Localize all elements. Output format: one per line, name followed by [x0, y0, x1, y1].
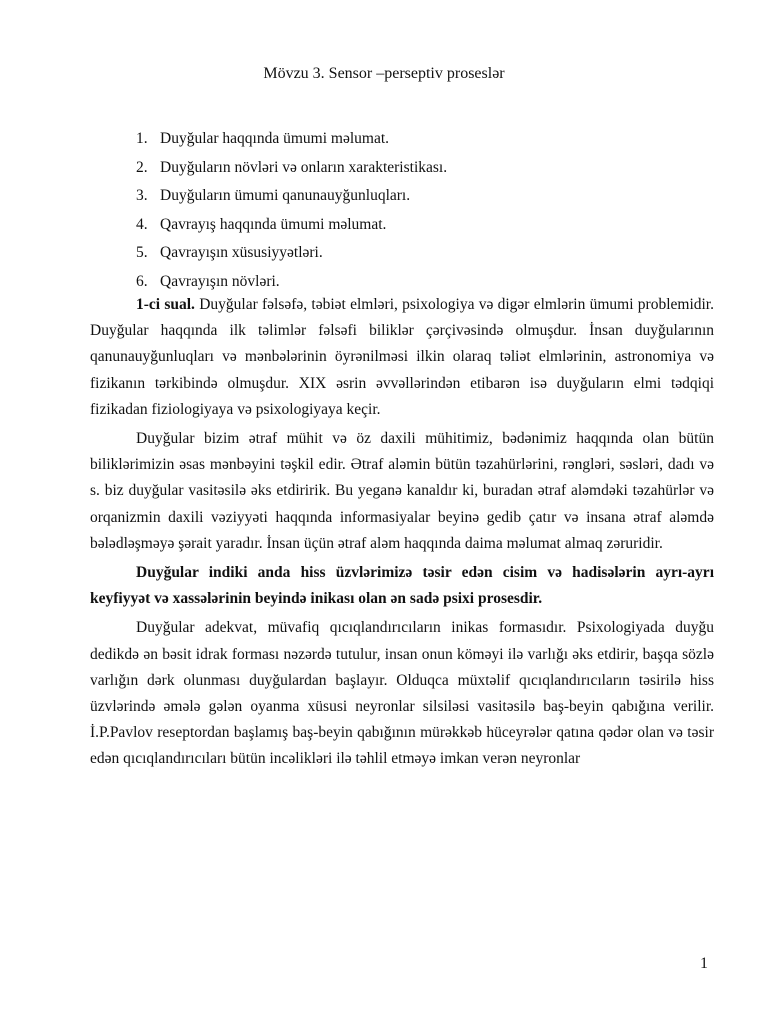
list-item-number: 4.	[136, 215, 148, 233]
list-item-text: Duyğuların növləri və onların xarakteristikası.	[160, 158, 448, 176]
list-item-text: Qavrayışın xüsusiyyətləri.	[160, 244, 323, 262]
paragraph: Duyğular adekvat, müvafiq qıcıqlandırıcıların inikas formasıdır. Psixologiyada duyğu dedikdə ən bəsit idrak forması nəzərdə tutulur, insan onun köməyi ilə varlığı əks etdirir, başqa sözlə varlığın dərk olunması duyğulardan başlayır. Olduqca müxtəlif qıcıqlandırıcıların təsirilə hiss üzvlərində əmələ gələn oyanma xüsusi neyronlar silsiləsi vasitəsilə baş-beyin qabığına verilir. İ.P.Pavlov reseptordan başlamış baş-beyin qabığının mürəkkəb hüceyrələr qatına qədər olan və təsir edən qıcıqlandırıcıları bütün incəlikləri ilə təhlil etməyə imkan verən neyronlar	[90, 619, 714, 768]
page-number: 1	[700, 955, 708, 972]
list-item-number: 1.	[136, 130, 148, 147]
question-label: 1-ci sual.	[136, 296, 195, 313]
topic-list	[136, 125, 447, 297]
body-text	[90, 292, 714, 773]
list-item-number: 2.	[136, 158, 148, 176]
list-item-text: Qavrayışın növləri.	[160, 272, 280, 290]
list-item	[136, 125, 447, 154]
list-item-number: 6.	[136, 272, 148, 290]
list-item-text: Qavrayış haqqında ümumi məlumat.	[160, 215, 387, 233]
list-item-number: 3.	[136, 187, 148, 205]
paragraph-text: Duyğular fəlsəfə, təbiət elmləri, psixologiya və digər elmlərin ümumi problemidir. Duyğular haqqında ilk təlimlər fəlsəfi biliklər çərçivəsində olmuşdur. İnsan duyğularının qanunauyğunluqları və mənbələrinin öyrənilməsi ilkin olaraq təliət elmlərinin, astronomiya və fizikanın tərkibində olmuşdur. XIX əsrin əvvəllərindən etibarən isə duyğuların elmi tədqiqi fizikadan fiziologiyaya və psixologiyaya keçir.	[90, 296, 714, 418]
definition-text: Duyğular indiki anda hiss üzvlərimizə təsir edən cisim və hadisələrin ayrı-ayrı keyfiyyət və xassələrinin beyində inikası olan ən sadə psixi prosesdir.	[90, 564, 714, 608]
definition-paragraph	[90, 560, 714, 612]
list-item	[136, 211, 447, 240]
page-title: Mövzu 3. Sensor –perseptiv proseslər	[263, 65, 505, 82]
list-item-text: Duyğuların ümumi qanunauyğunluqları.	[160, 187, 411, 205]
paragraph-question-1	[90, 292, 714, 423]
list-item	[136, 239, 447, 268]
list-item-number: 5.	[136, 244, 148, 262]
list-item-text: Duyğular haqqında ümumi məlumat.	[160, 130, 390, 147]
paragraph: Duyğular bizim ətraf mühit və öz daxili mühitimiz, bədənimiz haqqında olan bütün biliklərimizin əsas mənbəyini təşkil edir. Ətraf aləmin bütün təzahürlərini, rəngləri, səsləri, dadı və s. biz duyğular vasitəsilə əks etdiririk. Bu yeganə kanaldır ki, buradan ətraf aləmdəki təzahürlər və orqanizmin daxili vəziyyəti haqqında informasiyalar beyinə gedib çatır və insana ətraf aləmdə bələdləşməyə şərait yaradır. İnsan üçün ətraf aləm haqqında daima məlumat almaq zəruridir.	[90, 430, 714, 552]
list-item	[136, 182, 447, 211]
list-item	[136, 154, 447, 183]
